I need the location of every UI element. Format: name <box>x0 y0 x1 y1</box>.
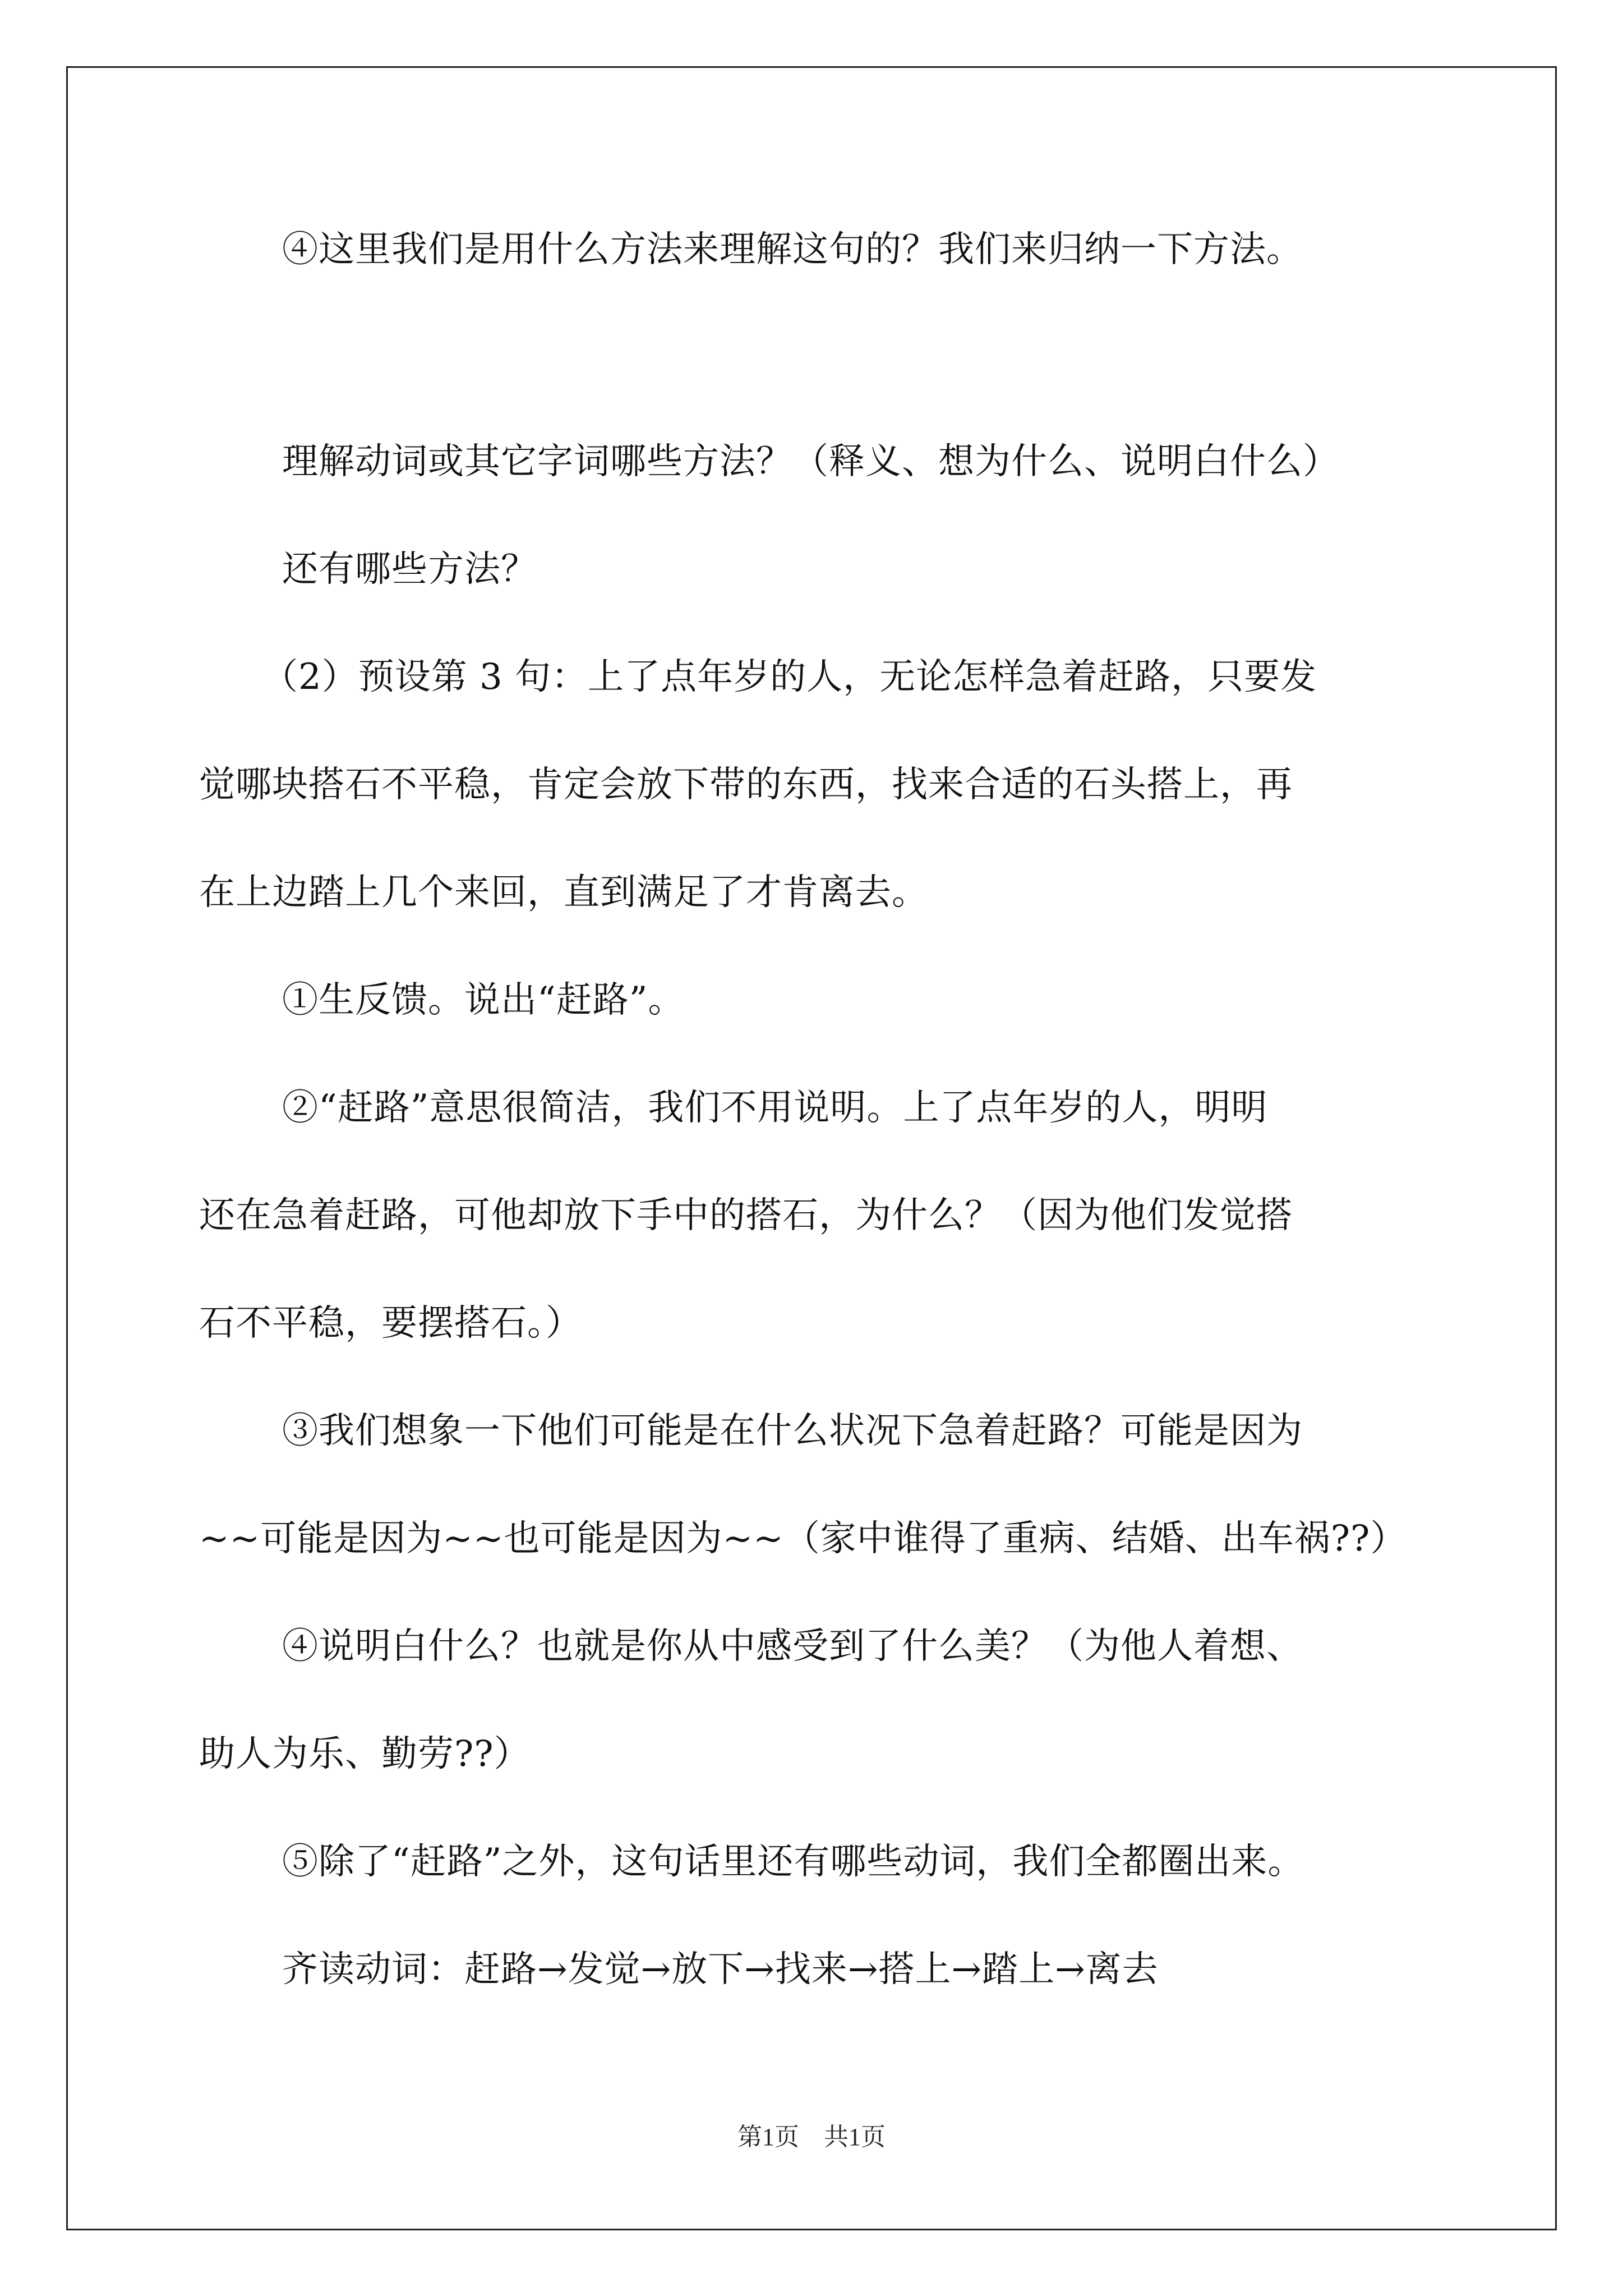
paragraph-line: 齐读动词：赶路→发觉→放下→找来→搭上→踏上→离去 <box>282 1949 1159 1990</box>
paragraph-line: 觉哪块搭石不平稳，肯定会放下带的东西，找来合适的石头搭上，再 <box>199 764 1293 806</box>
paragraph-line: ④这里我们是用什么方法来理解这句的？我们来归纳一下方法。 <box>282 229 1303 270</box>
paragraph-line: 助人为乐、勤劳??） <box>199 1733 531 1775</box>
paragraph-line: ②“赶路”意思很简洁，我们不用说明。上了点年岁的人，明明 <box>282 1087 1268 1129</box>
paragraph-line: 在上边踏上几个来回，直到满足了才肯离去。 <box>199 872 928 913</box>
paragraph-line: 理解动词或其它字词哪些方法？（释义、想为什么、说明白什么） <box>282 441 1339 482</box>
paragraph-line: ~~可能是因为~~也可能是因为~~（家中谁得了重病、结婚、出车祸??） <box>199 1518 1407 1559</box>
paragraph-line: 还在急着赶路，可他却放下手中的搭石，为什么？（因为他们发觉搭 <box>199 1195 1293 1236</box>
paragraph-line: ⑤除了“赶路”之外，这句话里还有哪些动词，我们全都圈出来。 <box>282 1841 1304 1883</box>
page-number-footer: 第1页 共1页 <box>737 2123 886 2151</box>
paragraph-line: ①生反馈。说出“赶路”。 <box>282 979 685 1021</box>
paragraph-line: 还有哪些方法？ <box>282 549 537 590</box>
paragraph-line: 石不平稳，要摆搭石。） <box>199 1303 582 1344</box>
page-border <box>66 66 1557 2230</box>
paragraph-line: ④说明白什么？也就是你从中感受到了什么美？（为他人着想、 <box>282 1626 1303 1667</box>
paragraph-line: ③我们想象一下他们可能是在什么状况下急着赶路？可能是因为 <box>282 1410 1303 1452</box>
paragraph-line: （2）预设第 3 句：上了点年岁的人，无论怎样急着赶路，只要发 <box>262 656 1317 698</box>
